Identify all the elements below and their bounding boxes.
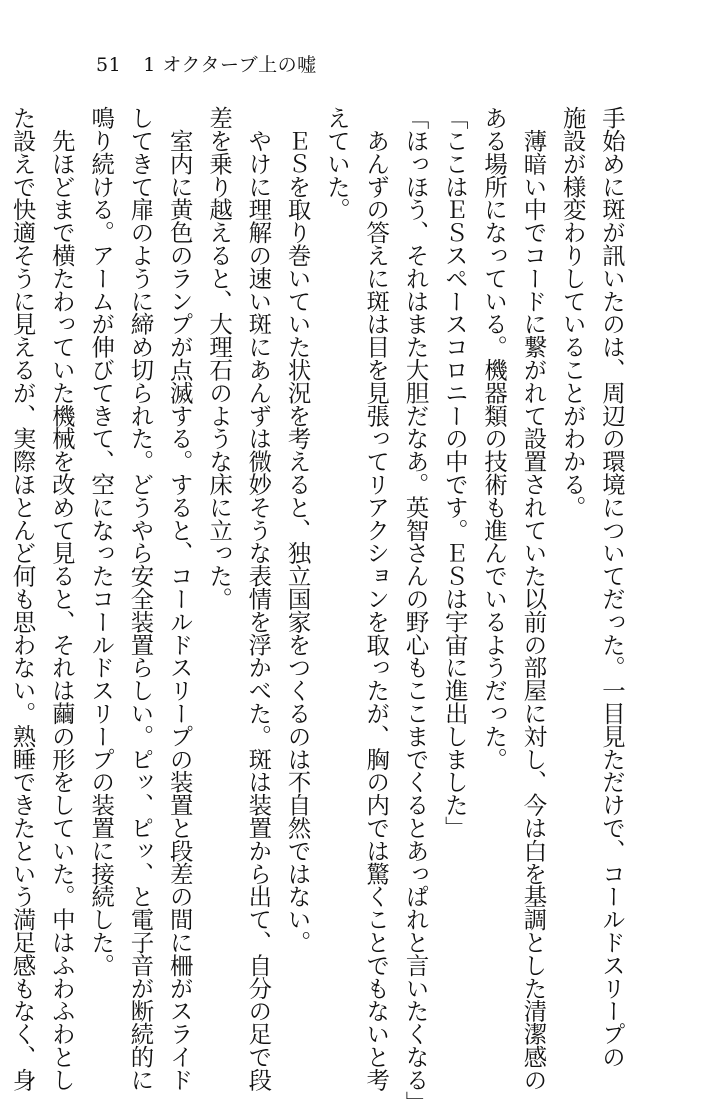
text-line: 手始めに斑が訊いたのは、周辺の環境についてだった。一目見ただけで、コールドスリープの — [598, 106, 626, 1068]
text-line: してきて扉のように締め切られた。どうやら安全装置らしい。ピッ、ピッ、と電子音が断続的に — [126, 106, 155, 1091]
vertical-body-text — [8, 106, 631, 1114]
running-head — [96, 52, 317, 78]
text-line: 差を乗り越えると、大理石のような床に立った。 — [205, 106, 234, 610]
text-line: 薄暗い中でコードに繋がれて設置されていた以前の部屋に対し、今は白を基調とした清潔感の — [519, 106, 548, 1091]
text-line: 施設が様変わりしていることがわかる。 — [558, 106, 587, 519]
text-line: 先ほどまで横たわっていた機械を改めて見ると、それは繭の形をしていた。中はふわふわとし — [47, 106, 76, 1091]
text-line: ある場所になっている。機器類の技術も進んでいるようだった。 — [480, 106, 509, 771]
text-line: 室内に黄色のランプが点滅する。すると、コールドスリープの装置と段差の間に柵がスライド — [165, 106, 194, 1091]
text-line: 「ここはＥＳスペースコロニーの中です。ＥＳは宇宙に進出しました」 — [440, 106, 469, 839]
text-line: 鳴り続ける。アームが伸びてきて、空になったコールドスリープの装置に接続した。 — [87, 106, 116, 977]
page-number: 51 — [96, 54, 122, 76]
text-line: えていた。 — [322, 106, 351, 221]
text-line: あんずの答えに斑は目を見張ってリアクションを取ったが、胸の内では驚くことでもないと考 — [362, 106, 391, 1091]
text-line: 「ほっほう、それはまた大胆だなあ。英智さんの野心もここまでくるとあっぱれと言いたくなる」 — [401, 106, 430, 1114]
text-line: やけに理解の速い斑にあんずは微妙そうな表情を浮かべた。斑は装置から出て、自分の足で段 — [244, 106, 273, 1091]
text-line: た設えで快適そうに見えるが、実際ほとんど何も思わない。熟睡できたという満足感もなく、身 — [8, 106, 37, 1091]
text-line: ＥＳを取り巻いていた状況を考えると、独立国家をつくるのは不自然ではない。 — [283, 106, 312, 954]
chapter-title: 1 オクターブ上の嘘 — [143, 54, 317, 76]
